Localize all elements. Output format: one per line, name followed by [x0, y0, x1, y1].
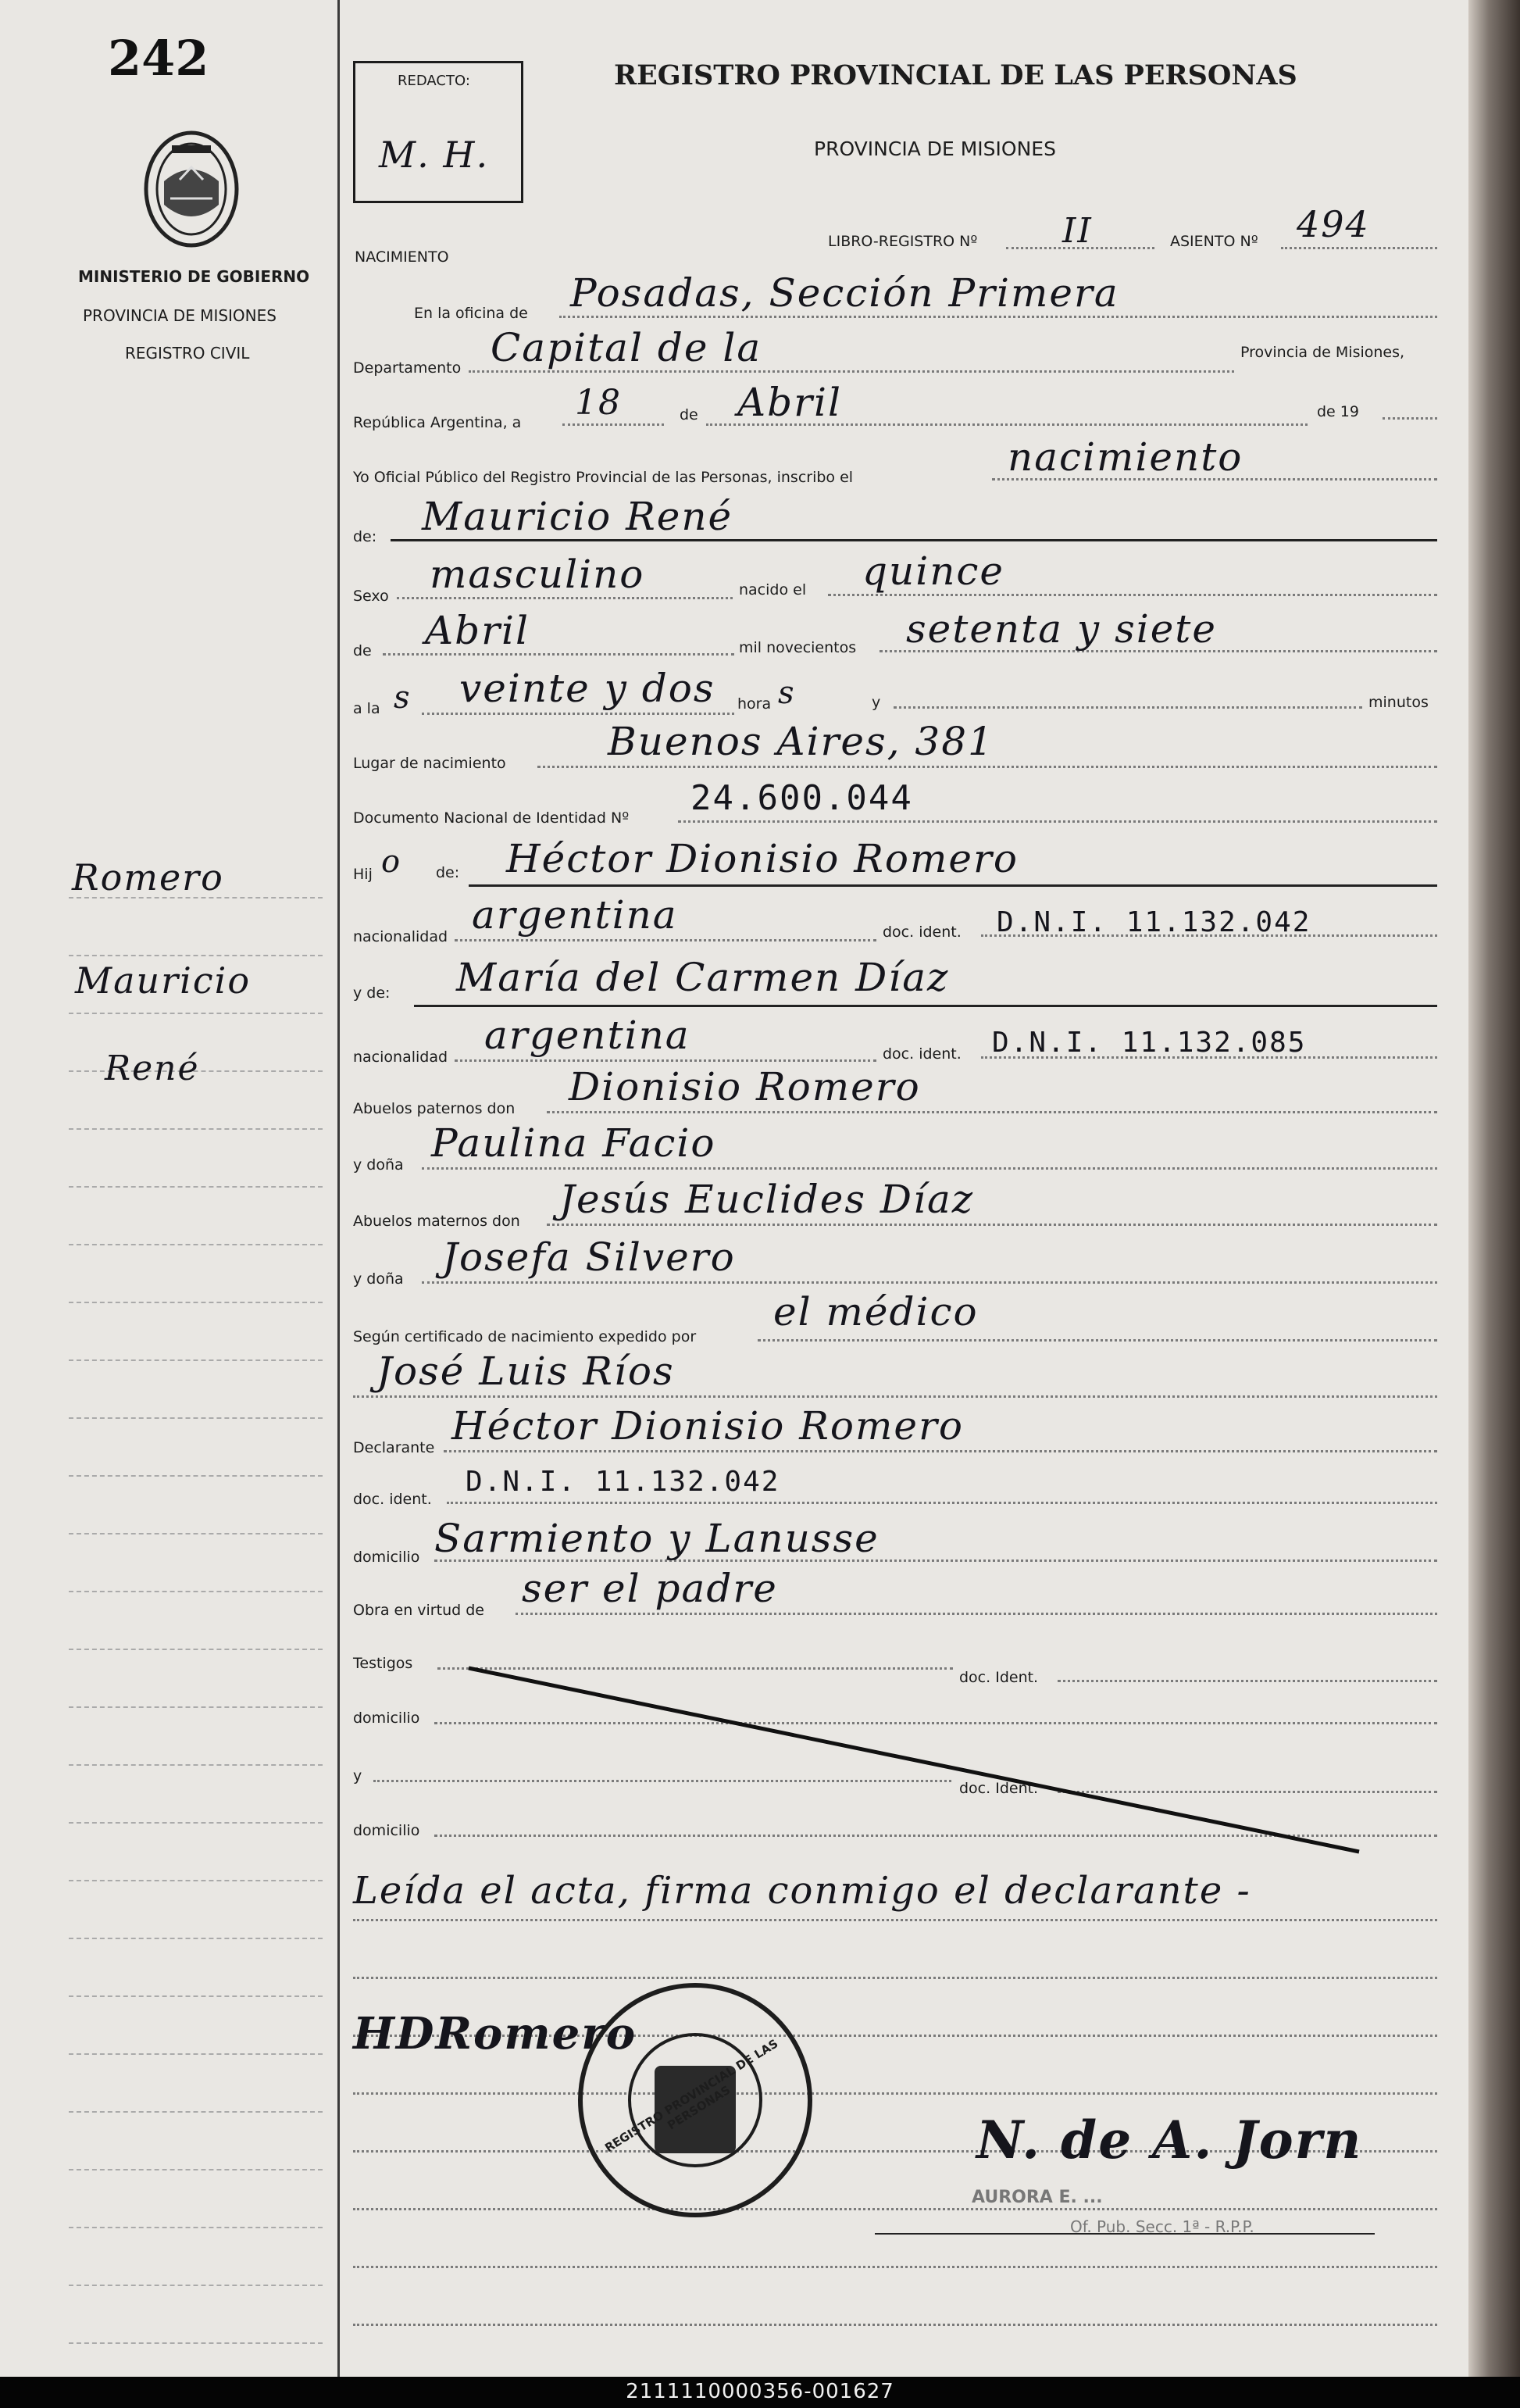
- declarante-line: [444, 1450, 1437, 1452]
- doc-madre-value: D.N.I. 11.132.085: [992, 1027, 1307, 1059]
- doc-decl-value: D.N.I. 11.132.042: [466, 1466, 780, 1498]
- mes2-value: Abril: [425, 608, 530, 653]
- testigos-label: Testigos: [353, 1655, 413, 1672]
- margin-rule: [69, 2342, 323, 2344]
- anio19-line: [1383, 417, 1437, 420]
- body-rule: [353, 2266, 1437, 2268]
- margin-note-second-name: René: [105, 1049, 200, 1088]
- province-label: PROVINCIA DE MISIONES: [83, 306, 277, 325]
- margin-rule: [69, 2053, 323, 2055]
- margin-rule: [69, 1533, 323, 1534]
- anio-value: setenta y siete: [906, 606, 1217, 652]
- nacido-label: nacido el: [739, 581, 807, 598]
- abuela-paterna-value: Paulina Facio: [431, 1120, 716, 1166]
- asiento-line: [1281, 247, 1437, 249]
- abuelo-mat-line: [547, 1224, 1437, 1226]
- margin-rule: [69, 2227, 323, 2228]
- certificado-line: [758, 1339, 1437, 1342]
- nac-padre-line: [455, 939, 876, 941]
- margin-rule: [69, 1013, 323, 1014]
- margin-rule: [69, 1822, 323, 1824]
- ydona-mat-label: y doña: [353, 1270, 404, 1288]
- margin-rule: [69, 1475, 323, 1477]
- asiento-value: 494: [1297, 203, 1370, 245]
- margin-rule: [69, 1244, 323, 1245]
- de19-label: de 19: [1317, 403, 1359, 420]
- redacto-label: REDACTO:: [398, 73, 470, 89]
- sexo-label: Sexo: [353, 588, 389, 605]
- abuelos-paternos-label: Abuelos paternos don: [353, 1100, 516, 1117]
- hora-line: [422, 713, 734, 715]
- body-rule: [353, 2208, 1437, 2210]
- abuela-materna-value: Josefa Silvero: [442, 1234, 736, 1280]
- padre-line: [469, 884, 1437, 887]
- certificado-value-2: José Luis Ríos: [376, 1349, 675, 1394]
- madre-line: [414, 1005, 1437, 1007]
- nac-padre-label: nacionalidad: [353, 928, 448, 945]
- oficial-value: nacimiento: [1008, 434, 1243, 480]
- leida-line: [353, 1919, 1437, 1921]
- margin-divider: [337, 0, 340, 2377]
- body-rule: [353, 2324, 1437, 2326]
- obra-label: Obra en virtud de: [353, 1602, 484, 1619]
- abuelo-pat-line: [547, 1111, 1437, 1113]
- abuelo-paterno-value: Dionisio Romero: [569, 1064, 921, 1109]
- doc-madre-label: doc. ident.: [883, 1045, 962, 1063]
- margin-rule: [69, 1591, 323, 1592]
- certificado-label: Según certificado de nacimiento expedido por: [353, 1328, 697, 1345]
- margin-rule: [69, 1880, 323, 1881]
- mes-value: Abril: [737, 380, 842, 425]
- abuela-pat-line: [422, 1167, 1437, 1170]
- departamento-value: Capital de la: [491, 325, 762, 370]
- mes2-line: [383, 653, 734, 656]
- margin-rule: [69, 1359, 323, 1361]
- y2-label: y: [353, 1767, 362, 1785]
- padre-value: Héctor Dionisio Romero: [506, 836, 1019, 881]
- dni-label: Documento Nacional de Identidad Nº: [353, 809, 630, 827]
- oficina-value: Posadas, Sección Primera: [570, 270, 1119, 316]
- oficina-line: [559, 316, 1437, 318]
- nac-padre-value: argentina: [472, 892, 678, 938]
- doc-decl-line: [447, 1502, 1437, 1504]
- yde-label: y de:: [353, 984, 391, 1002]
- margin-rule: [69, 1128, 323, 1130]
- body-rule: [353, 1977, 1437, 1979]
- horas-suffix: s: [778, 675, 796, 711]
- certificado-value: el médico: [773, 1289, 979, 1334]
- hora-value: veinte y dos: [459, 666, 715, 711]
- nacido-line: [828, 594, 1437, 596]
- page-number: 242: [108, 30, 209, 87]
- departamento-label: Departamento: [353, 359, 462, 377]
- redacto-initials: M. H.: [379, 134, 490, 176]
- certificado-line2: [353, 1395, 1437, 1398]
- caption-bar: [0, 2377, 1520, 2408]
- domicilio2-label: domicilio: [353, 1710, 420, 1727]
- declarante-value: Héctor Dionisio Romero: [451, 1403, 964, 1449]
- sexo-value: masculino: [430, 552, 645, 597]
- lugar-label: Lugar de nacimiento: [353, 755, 506, 772]
- minutos-label: minutos: [1368, 694, 1429, 711]
- margin-rule: [69, 1938, 323, 1939]
- libro-registro-label: LIBRO-REGISTRO Nº: [828, 233, 978, 250]
- margin-rule: [69, 1995, 323, 1997]
- oficial-label: Yo Oficial Público del Registro Provincial de las Personas, inscribo el: [353, 469, 854, 486]
- hij-de-label: de:: [436, 864, 460, 881]
- dia-value: 18: [575, 383, 622, 423]
- doc-padre-label: doc. ident.: [883, 924, 962, 941]
- abuelo-materno-value: Jesús Euclides Díaz: [559, 1177, 975, 1222]
- hij-label: Hij: [353, 866, 373, 883]
- nac-madre-value: argentina: [484, 1013, 690, 1058]
- registry-subtitle: PROVINCIA DE MISIONES: [814, 138, 1056, 160]
- margin-rule: [69, 2111, 323, 2113]
- registry-label: REGISTRO CIVIL: [125, 344, 250, 363]
- doc-padre-value: D.N.I. 11.132.042: [997, 906, 1311, 938]
- abuelos-maternos-label: Abuelos maternos don: [353, 1213, 520, 1230]
- testigos-strike-line: [461, 1664, 1367, 1860]
- libro-registro-value: II: [1062, 211, 1093, 251]
- margin-rule: [69, 2285, 323, 2286]
- minutos-line: [894, 706, 1362, 709]
- nac-madre-label: nacionalidad: [353, 1049, 448, 1066]
- margin-rule: [69, 1706, 323, 1708]
- seal-text: REGISTRO PROVINCIAL DE LAS PERSONAS: [602, 2036, 781, 2156]
- y-label: y: [872, 694, 881, 711]
- declarante-signature: HDRomero: [353, 2008, 637, 2060]
- margin-rule: [69, 1649, 323, 1650]
- redacto-box: [353, 61, 523, 203]
- margin-rule: [69, 1186, 323, 1188]
- dia-line: [562, 423, 664, 426]
- ydona-pat-label: y doña: [353, 1156, 404, 1174]
- nombre-line: [391, 539, 1437, 541]
- lugar-value: Buenos Aires, 381: [608, 719, 994, 764]
- domicilio-label: domicilio: [353, 1549, 420, 1566]
- asiento-label: ASIENTO Nº: [1170, 233, 1258, 250]
- official-name: AURORA E. ...: [972, 2188, 1103, 2207]
- leida-text: Leída el acta, firma conmigo el declarante -: [353, 1869, 1251, 1913]
- nacido-value: quince: [862, 548, 1004, 594]
- provincia-label: Provincia de Misiones,: [1240, 344, 1405, 361]
- obra-value: ser el padre: [522, 1566, 778, 1611]
- nombre-value: Mauricio René: [422, 494, 733, 539]
- registry-title: REGISTRO PROVINCIAL DE LAS PERSONAS: [614, 59, 1297, 91]
- nac-madre-line: [455, 1059, 876, 1062]
- hij-suffix: o: [381, 844, 402, 880]
- nacimiento-label: NACIMIENTO: [355, 248, 449, 266]
- dni-line: [678, 820, 1437, 823]
- de2-label: de: [353, 642, 372, 659]
- republica-label: República Argentina, a: [353, 414, 522, 431]
- margin-rule: [69, 955, 323, 956]
- book-edge: [1468, 0, 1520, 2377]
- ala-label: a la: [353, 700, 380, 717]
- domicilio3-label: domicilio: [353, 1822, 420, 1839]
- de-nombre-label: de:: [353, 528, 377, 545]
- abuela-mat-line: [422, 1281, 1437, 1284]
- obra-line: [516, 1613, 1437, 1615]
- sexo-line: [397, 597, 733, 599]
- doc-decl-label: doc. ident.: [353, 1491, 432, 1508]
- de-label: de: [680, 406, 698, 423]
- mil-label: mil novecientos: [739, 639, 857, 656]
- doc-ident-label: doc. Ident.: [959, 1669, 1039, 1686]
- oficina-label: En la oficina de: [414, 305, 528, 322]
- ministry-label: MINISTERIO DE GOBIERNO: [78, 267, 310, 286]
- official-signature: N. de A. Jorn: [976, 2110, 1363, 2170]
- margin-note-surname: Romero: [72, 856, 224, 899]
- margin-rule: [69, 1302, 323, 1303]
- official-seal: [578, 1983, 812, 2217]
- image-caption: 2111110000356-001627: [626, 2380, 894, 2403]
- official-role: Of. Pub. Secc. 1ª - R.P.P.: [1070, 2217, 1254, 2236]
- margin-note-first-name: Mauricio: [75, 959, 252, 1002]
- departamento-line: [469, 370, 1234, 373]
- misiones-coat-of-arms-icon: [141, 127, 242, 252]
- dni-value: 24.600.044: [690, 778, 913, 818]
- horas-label: hora: [737, 695, 772, 713]
- lugar-line: [537, 766, 1437, 768]
- margin-rule: [69, 1764, 323, 1766]
- margin-rule: [69, 1417, 323, 1419]
- ala-suffix: s: [394, 680, 412, 716]
- declarante-label: Declarante: [353, 1439, 435, 1456]
- body-rule: [353, 2092, 1437, 2095]
- margin-rule: [69, 2169, 323, 2170]
- madre-value: María del Carmen Díaz: [456, 955, 950, 1000]
- official-sign-line: [875, 2233, 1375, 2235]
- domicilio-value: Sarmiento y Lanusse: [434, 1516, 880, 1561]
- doc-ident2-label: doc. Ident.: [959, 1780, 1039, 1797]
